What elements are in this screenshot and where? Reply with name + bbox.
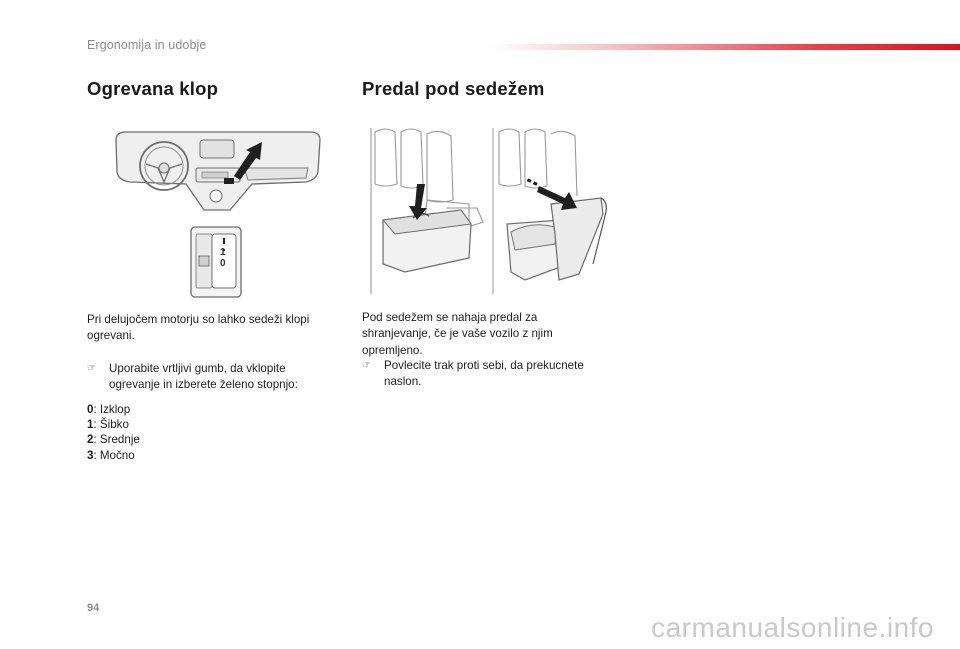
level-item: 0: Izklop: [87, 403, 131, 416]
knob-label-1: 1: [220, 247, 226, 258]
knob-label-0: 0: [220, 258, 226, 269]
heated-bench-instruction: [87, 361, 329, 394]
heat-level-list: [87, 402, 140, 463]
pointing-hand-icon: ☞: [87, 363, 96, 374]
heading-under-seat-drawer: Predal pod sedežem: [362, 78, 545, 99]
drawer-instruction: [362, 358, 614, 391]
drawer-instruction-text: Povlecite trak proti sebi, da prekucnete naslon.: [384, 359, 584, 389]
under-seat-drawer-illustration: [365, 124, 617, 296]
watermark-text: carmanualsonline.info: [651, 612, 934, 643]
dashboard-illustration: [112, 130, 324, 214]
heated-bench-intro: Pri delujočem motorju so lahko sedeži klopi ogrevani.: [87, 313, 310, 343]
heated-bench-instruction-text: Uporabite vrtljivi gumb, da vklopite ogrevanje in izberete želeno stopnjo:: [109, 362, 298, 392]
level-item: 1: Šibko: [87, 418, 129, 432]
page-number: 94: [87, 602, 100, 614]
level-item: 3: Močno: [87, 448, 135, 462]
heading-heated-bench: Ogrevana klop: [87, 78, 219, 99]
pointing-hand-icon: ☞: [362, 360, 371, 371]
heated-seat-knob-illustration: [190, 226, 242, 298]
drawer-intro: Pod sedežem se nahaja predal za shranjevanje, če je vaše vozilo z njim opremljeno.: [362, 311, 553, 357]
level-item: 2: Srednje: [87, 433, 140, 447]
header-accent-bar: [488, 44, 960, 50]
section-title: Ergonomija in udobje: [87, 38, 207, 52]
